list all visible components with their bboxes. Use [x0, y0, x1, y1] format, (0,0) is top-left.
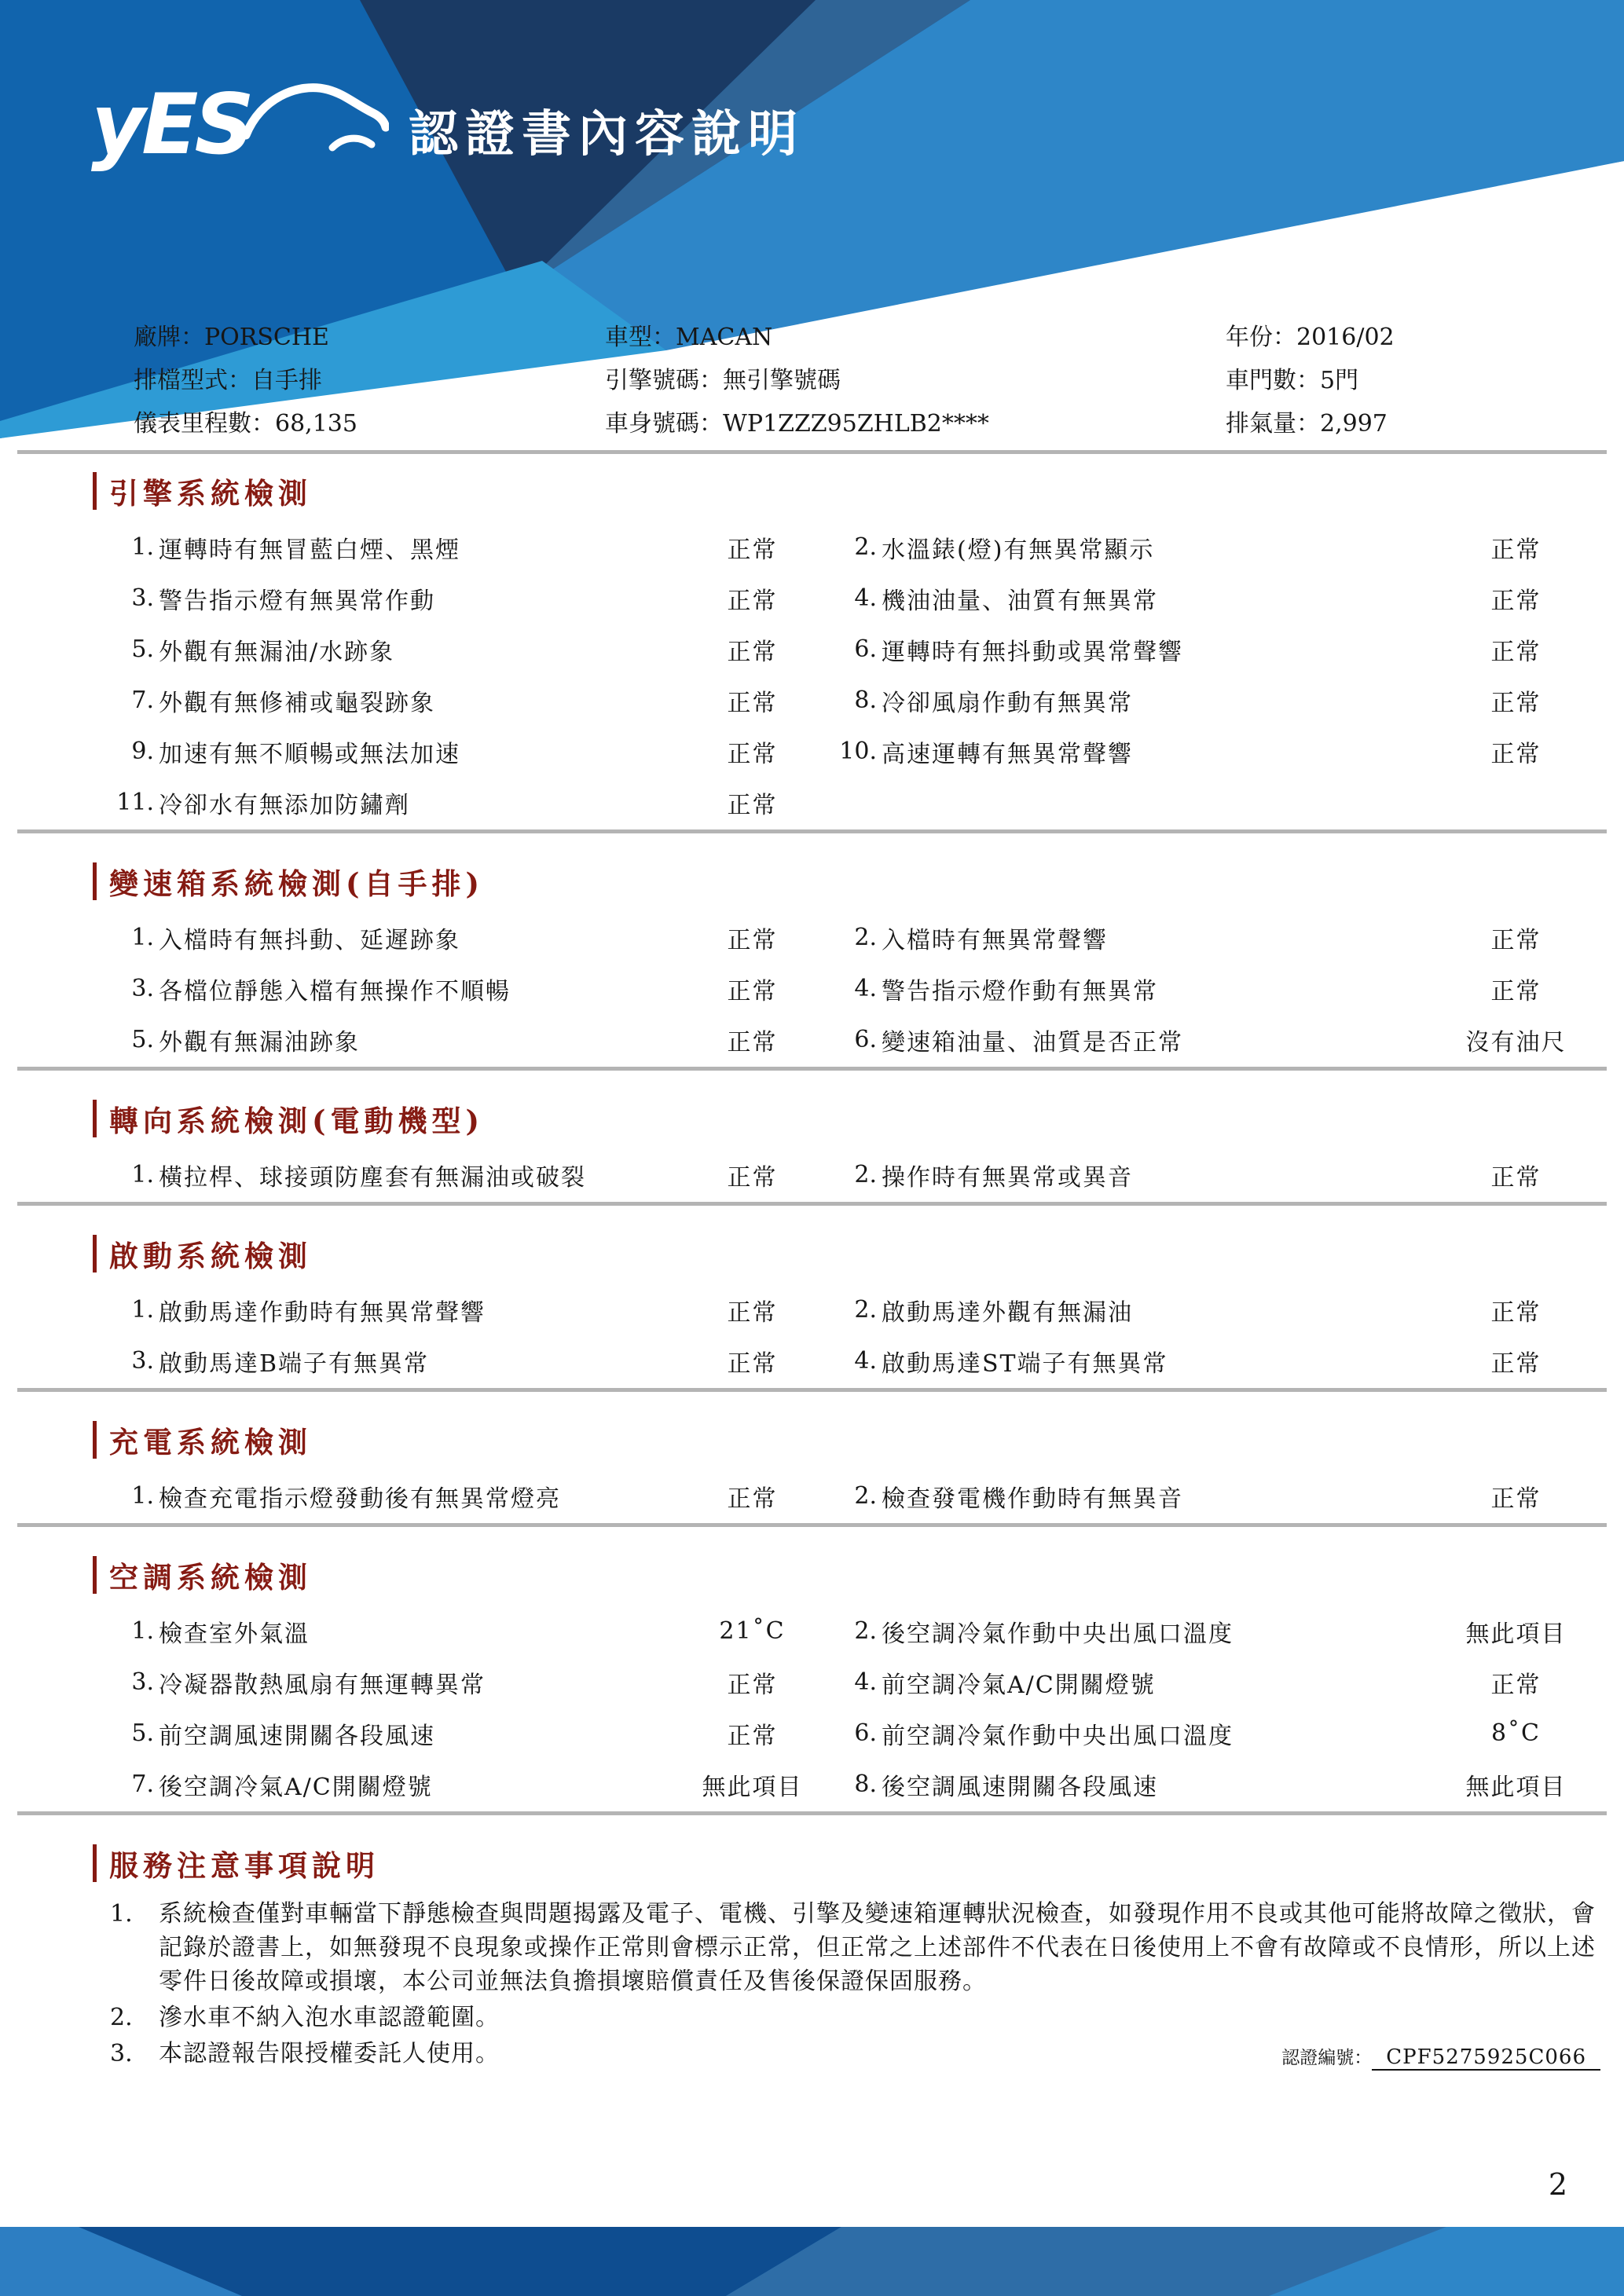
vehicle-field-vin: 車身號碼：WP1ZZZ95ZHLB2**** [605, 409, 989, 438]
inspection-result: 正常 [1490, 977, 1542, 1005]
inspection-result: 正常 [727, 977, 778, 1005]
inspection-item: 1. 檢查室外氣溫 [131, 1617, 310, 1648]
inspection-item: 3. 啟動馬達B端子有無異常 [131, 1347, 430, 1378]
divider [17, 1523, 1607, 1527]
divider [17, 1067, 1607, 1071]
inspection-result: 正常 [1490, 1298, 1542, 1327]
vehicle-field-displacement: 排氣量：2,997 [1226, 409, 1388, 438]
section-rows-aircon [0, 1606, 1624, 1810]
yes-logo-text: yES [91, 76, 251, 173]
vehicle-info-row [134, 356, 1593, 399]
section-bar [93, 1556, 97, 1594]
inspection-result: 正常 [1490, 1163, 1542, 1192]
divider [17, 1388, 1607, 1392]
section-bar [93, 472, 97, 510]
divider [17, 450, 1607, 454]
certificate-number [1281, 2043, 1600, 2069]
section-title: 轉向系統檢測(電動機型) [109, 1104, 485, 1138]
vehicle-field-doors: 車門數：5門 [1226, 366, 1359, 394]
inspection-result: 正常 [1490, 1485, 1542, 1513]
section-header-aircon [93, 1555, 1624, 1595]
section-rows-steering [0, 1149, 1624, 1200]
inspection-item: 2. 檢查發電機作動時有無異音 [854, 1482, 1183, 1513]
spacer [1430, 777, 1602, 828]
divider [17, 1202, 1607, 1206]
inspection-item: 1. 檢查充電指示燈發動後有無異常燈亮 [131, 1482, 561, 1513]
section-bar [93, 1844, 97, 1882]
section-bar [93, 862, 97, 900]
section-header-charging [93, 1420, 1624, 1459]
section-title: 充電系統檢測 [109, 1425, 312, 1459]
inspection-item: 4. 啟動馬達ST端子有無異常 [854, 1347, 1168, 1378]
vehicle-info-row [134, 399, 1593, 442]
inspection-item: 3. 各檔位靜態入檔有無操作不順暢 [131, 975, 511, 1005]
section-header-starting [93, 1234, 1624, 1273]
inspection-item: 7. 外觀有無修補或龜裂跡象 [131, 687, 435, 717]
inspection-result: 正常 [1490, 740, 1542, 768]
inspection-item: 5. 外觀有無漏油/水跡象 [131, 635, 395, 666]
inspection-result: 正常 [727, 536, 778, 564]
inspection-item: 2. 水溫錶(燈)有無異常顯示 [854, 533, 1155, 564]
section-title: 引擎系統檢測 [109, 476, 312, 511]
vehicle-field-transmission: 排檔型式：自手排 [134, 366, 322, 394]
certificate-number-label: 認證編號： [1281, 2048, 1373, 2068]
inspection-item: 1. 入檔時有無抖動、延遲跡象 [131, 924, 460, 954]
section-header-service-notes [93, 1844, 1624, 1883]
inspection-result: 沒有油尺 [1465, 1028, 1567, 1056]
section-rows-charging [0, 1470, 1624, 1522]
section-header-engine [93, 471, 1624, 511]
service-notes [110, 1897, 1600, 2071]
divider [17, 1811, 1607, 1815]
inspection-item: 1. 啟動馬達作動時有無異常聲響 [131, 1296, 486, 1327]
section-header-transmission [93, 862, 1624, 901]
inspection-result: 正常 [727, 1028, 778, 1056]
section-title: 服務注意事項說明 [109, 1848, 379, 1883]
inspection-item: 6. 變速箱油量、油質是否正常 [854, 1026, 1183, 1056]
section-title: 空調系統檢測 [109, 1560, 312, 1595]
page-title: 認證書內容說明 [409, 105, 805, 163]
inspection-item: 2. 啟動馬達外觀有無漏油 [854, 1296, 1133, 1327]
inspection-item: 6. 前空調冷氣作動中央出風口溫度 [854, 1719, 1234, 1750]
inspection-result: 正常 [727, 1298, 778, 1327]
inspection-result: 正常 [1490, 536, 1542, 564]
service-note: 1. 系統檢查僅對車輛當下靜態檢查與問題揭露及電子、電機、引擎及變速箱運轉狀況檢查，如發現作用不良或其他可能將故障之徵狀，會記錄於證書上，如無發現不良現象或操作正常則會標示正常，但正常之上述部件不代表在日後使用上不會有故障或不良情形，所以上述零件日後故障或損壞，本公司並無法負擔損壞賠償責任及售後保證保固服務。 [110, 1900, 1596, 1995]
inspection-item: 7. 後空調冷氣A/C開關燈號 [131, 1771, 433, 1801]
section-rows-engine [0, 522, 1624, 828]
inspection-result: 8˚C [1490, 1719, 1542, 1747]
section-title: 啟動系統檢測 [109, 1239, 312, 1273]
page-number: 2 [1548, 2167, 1567, 2202]
inspection-item: 8. 後空調風速開關各段風速 [854, 1771, 1158, 1801]
inspection-item: 3. 冷凝器散熱風扇有無運轉異常 [131, 1668, 486, 1699]
section-rows-transmission [0, 912, 1624, 1065]
inspection-result: 正常 [1490, 638, 1542, 666]
inspection-result: 無此項目 [1465, 1773, 1567, 1801]
service-note: 2. 滲水車不納入泡水車認證範圍。 [110, 2004, 500, 2031]
inspection-item: 10. 高速運轉有無異常聲響 [839, 738, 1133, 768]
content [0, 313, 1624, 2071]
section-rows-starting [0, 1284, 1624, 1386]
inspection-result: 正常 [1490, 1349, 1542, 1378]
inspection-item: 2. 操作時有無異常或異音 [854, 1161, 1133, 1192]
section-title: 變速箱系統檢測(自手排) [109, 866, 485, 901]
inspection-result: 正常 [727, 689, 778, 717]
inspection-result: 正常 [727, 1722, 778, 1750]
inspection-result: 正常 [1490, 587, 1542, 615]
inspection-item: 6. 運轉時有無抖動或異常聲響 [854, 635, 1183, 666]
inspection-item: 2. 入檔時有無異常聲響 [854, 924, 1108, 954]
certificate-number-value: CPF5275925C066 [1372, 2045, 1600, 2071]
section-bar [93, 1421, 97, 1459]
car-silhouette-icon [240, 69, 389, 163]
inspection-item: 1. 橫拉桿、球接頭防塵套有無漏油或破裂 [131, 1161, 586, 1192]
inspection-result: 正常 [727, 1671, 778, 1699]
inspection-item: 8. 冷卻風扇作動有無異常 [854, 687, 1133, 717]
inspection-item: 5. 外觀有無漏油跡象 [131, 1026, 360, 1056]
divider [17, 829, 1607, 833]
inspection-result: 正常 [727, 1349, 778, 1378]
inspection-item: 11. 冷卻水有無添加防鏽劑 [116, 789, 410, 819]
vehicle-field-mileage: 儀表里程數：68,135 [134, 409, 357, 438]
yes-logo [91, 69, 389, 173]
inspection-result: 正常 [727, 638, 778, 666]
inspection-result: 21˚C [719, 1617, 786, 1645]
inspection-item: 4. 機油油量、油質有無異常 [854, 584, 1158, 615]
inspection-item: 9. 加速有無不順暢或無法加速 [131, 738, 460, 768]
inspection-result: 正常 [727, 740, 778, 768]
vehicle-field-engine-no: 引擎號碼：無引擎號碼 [605, 366, 841, 394]
footer-banner [0, 2227, 1624, 2296]
inspection-result: 正常 [1490, 1671, 1542, 1699]
inspection-item: 5. 前空調風速開關各段風速 [131, 1719, 435, 1750]
inspection-result: 正常 [1490, 689, 1542, 717]
inspection-item: 4. 警告指示燈作動有無異常 [854, 975, 1158, 1005]
section-bar [93, 1235, 97, 1273]
inspection-result: 正常 [727, 587, 778, 615]
spacer [833, 777, 1430, 828]
inspection-result: 無此項目 [1465, 1620, 1567, 1648]
inspection-result: 無此項目 [702, 1773, 803, 1801]
service-note: 3. 本認證報告限授權委託人使用。 [110, 2040, 500, 2067]
vehicle-info-row [134, 313, 1593, 356]
vehicle-field-year: 年份：2016/02 [1226, 323, 1395, 351]
vehicle-field-model: 車型：MACAN [605, 323, 773, 351]
inspection-result: 正常 [727, 1163, 778, 1192]
vehicle-info [0, 313, 1624, 442]
inspection-item: 1. 運轉時有無冒藍白煙、黑煙 [131, 533, 460, 564]
section-header-steering [93, 1099, 1624, 1138]
inspection-item: 2. 後空調冷氣作動中央出風口溫度 [854, 1617, 1234, 1648]
section-bar [93, 1100, 97, 1137]
inspection-result: 正常 [1490, 926, 1542, 954]
inspection-item: 4. 前空調冷氣A/C開關燈號 [854, 1668, 1156, 1699]
inspection-result: 正常 [727, 926, 778, 954]
inspection-result: 正常 [727, 1485, 778, 1513]
inspection-result: 正常 [727, 791, 778, 819]
inspection-item: 3. 警告指示燈有無異常作動 [131, 584, 435, 615]
vehicle-field-brand: 廠牌：PORSCHE [134, 323, 329, 351]
